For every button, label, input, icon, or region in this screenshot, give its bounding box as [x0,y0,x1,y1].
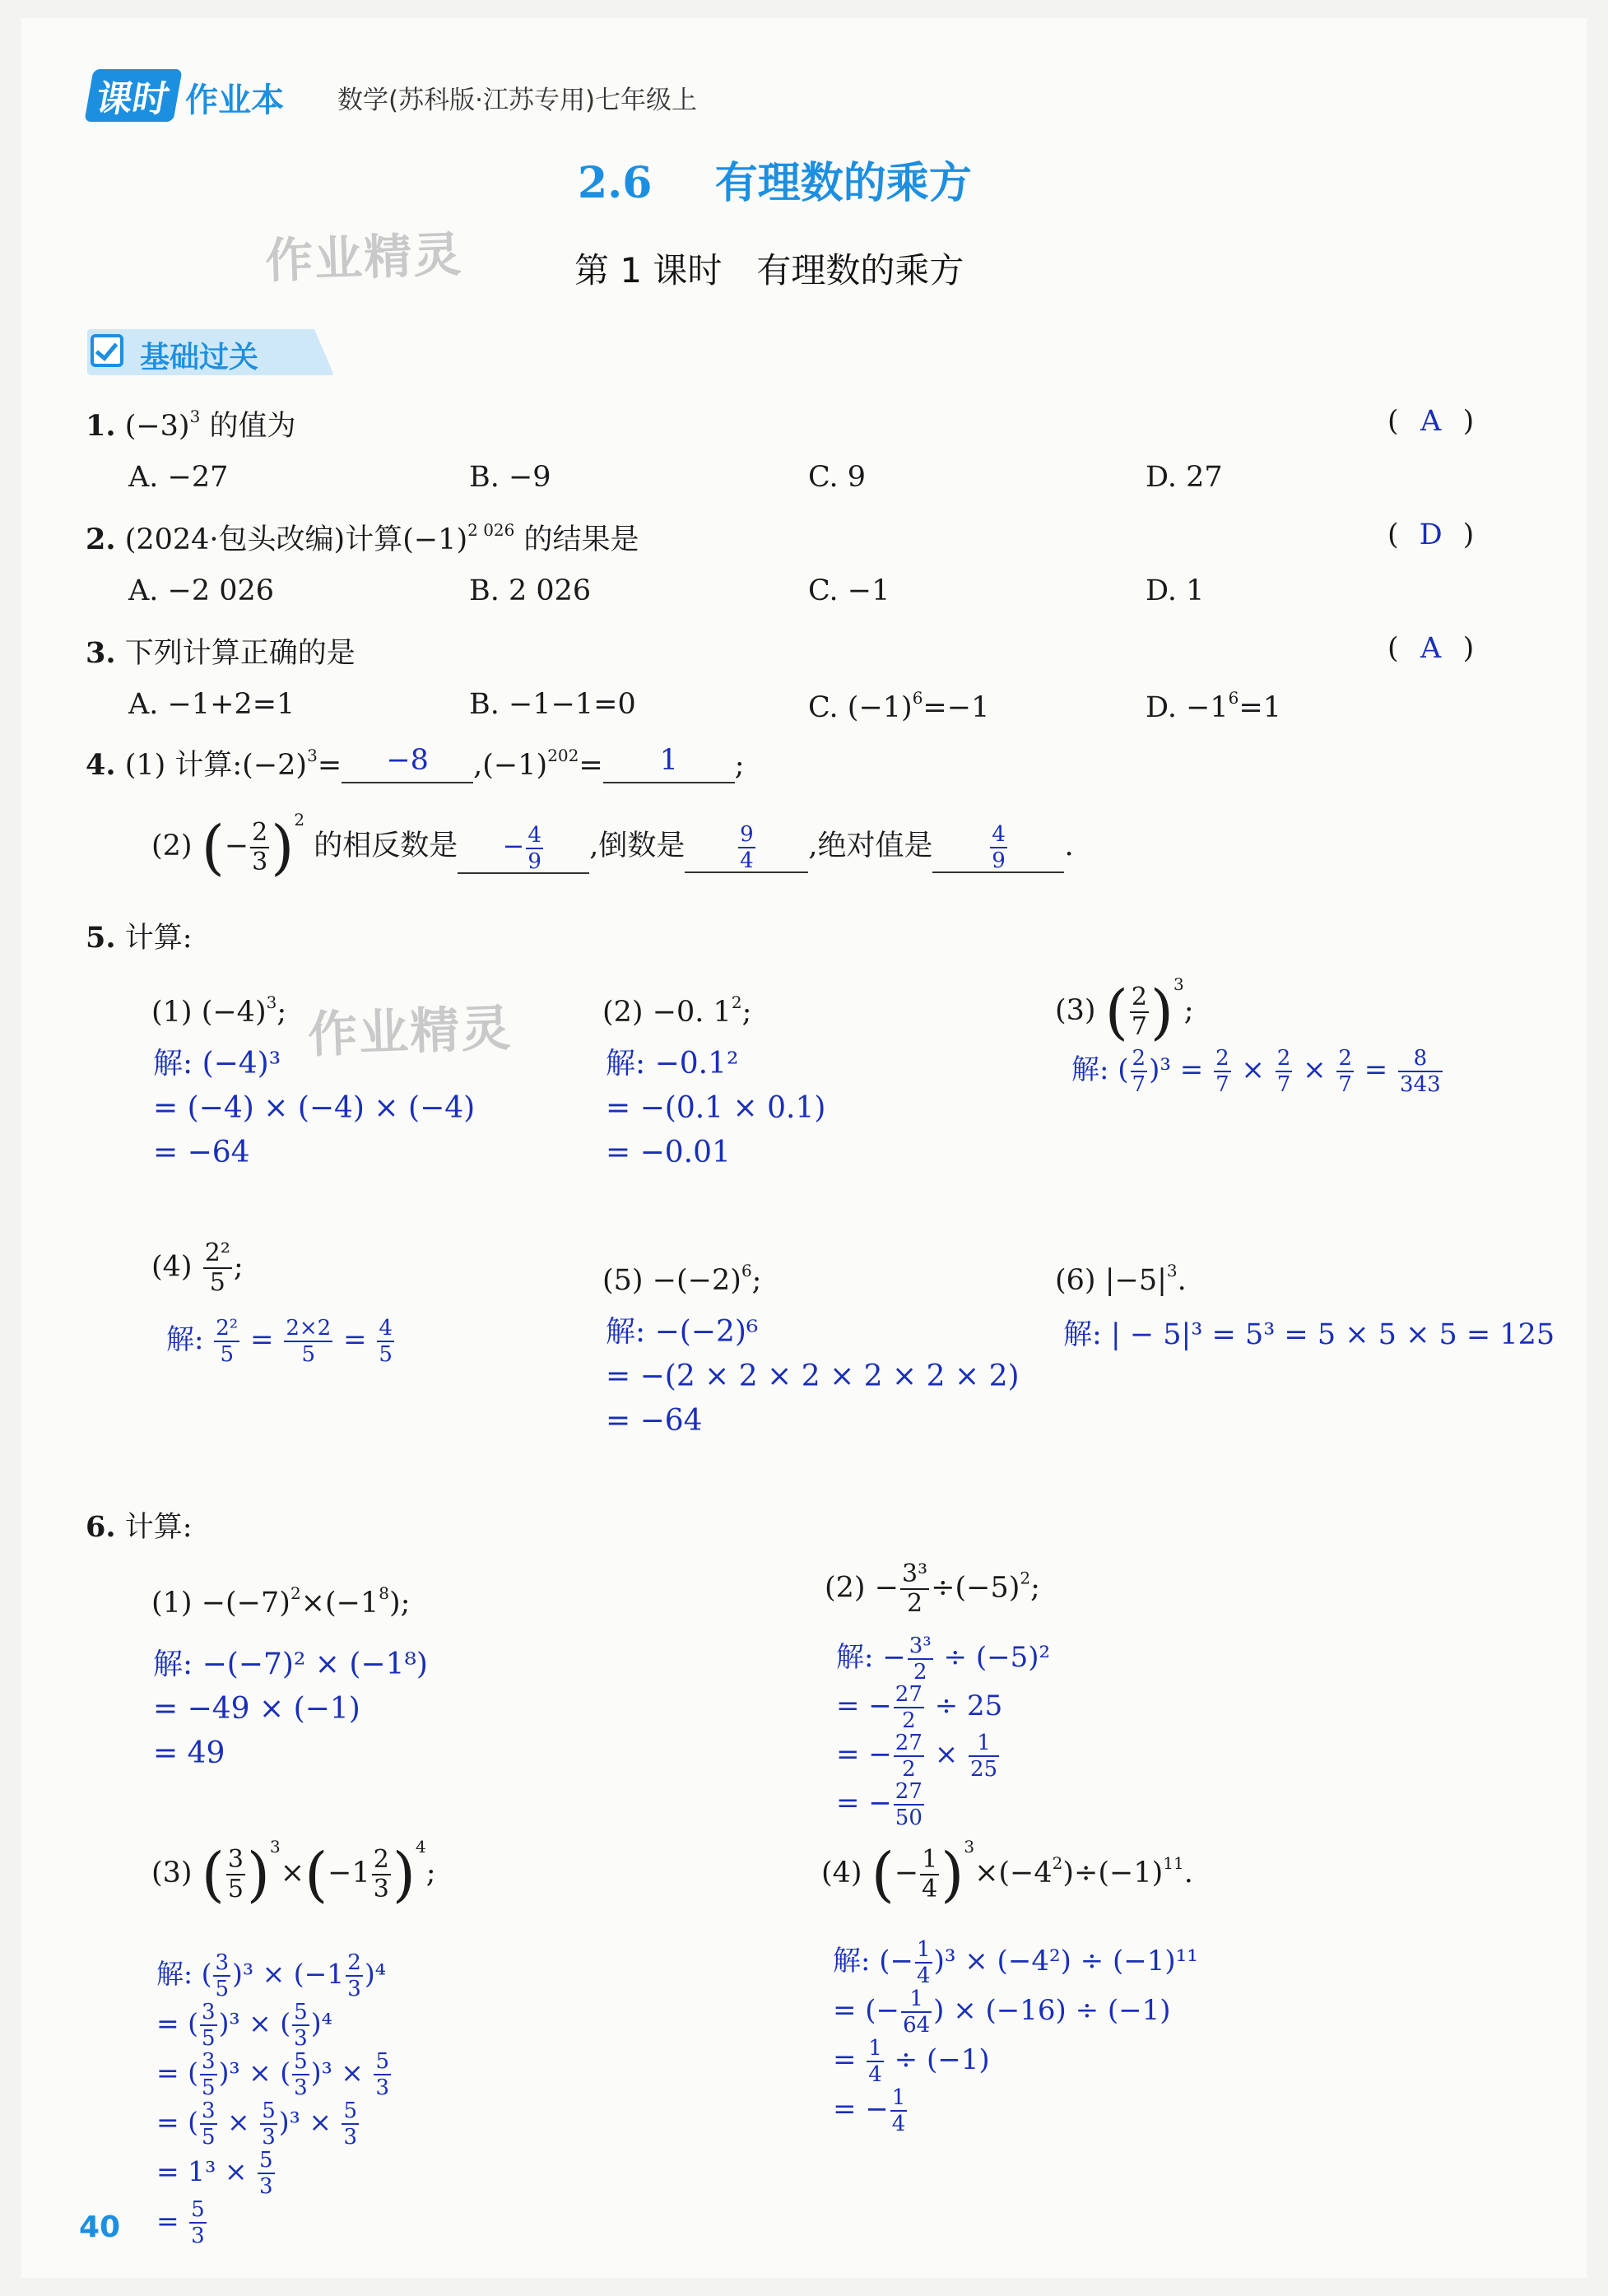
q6-p3-s3-n: 3 [202,2098,216,2123]
q4-p2-minus: − [224,830,249,862]
q6-p3-s1-d: 5 [202,2026,216,2051]
q6-p4-r3-post: ÷ (−1) [885,2043,990,2076]
q4-blank-5[interactable] [932,821,1064,873]
workbook-page [21,18,1587,2278]
q5-p6-end: . [1177,1264,1187,1297]
page-number: 40 [79,2210,121,2244]
q2-option-d: D. 1 [1146,574,1205,607]
q5-title: 计算: [124,922,193,955]
q1-exp: 3 [189,407,201,426]
q5-p4-sol-eq: = [334,1323,376,1356]
q4-number: 4. [86,748,116,782]
q6-p2-r4-den: 50 [895,1806,923,1830]
q6-p3-s3-n2: 5 [262,2098,276,2123]
q6-p4-r4-den: 4 [891,2112,906,2136]
q6-p4-sol-row [833,1987,1198,2036]
q1-option-a: A. −27 [128,461,229,494]
q6-p2-r3-num2: 1 [969,1732,999,1757]
q2-option-c: C. −1 [808,574,890,607]
q5-p3-exp: 3 [1173,974,1184,994]
q4-p2-text3: ,绝对值是 [808,830,933,862]
q6-p2-r2-pre: = − [836,1689,892,1722]
q5-p3-num: 2 [1131,982,1147,1011]
q6-p3-fraction1 [226,1844,245,1903]
q4-answer-5-num: 4 [992,821,1006,847]
q2-number: 2. [86,523,116,556]
q5-p6-exp: 3 [1166,1261,1178,1280]
header-logo [89,69,284,122]
q3-stem [86,630,356,672]
q5-p1-label: (1) (−4) [151,996,267,1029]
q5-p4-sol-f1-den: 5 [220,1342,235,1367]
logo-main: 课时 [84,69,182,122]
section-heading [578,148,972,210]
q6-p4-end: . [1183,1857,1193,1889]
q3-stem-text: 下列计算正确的是 [124,637,356,670]
q6-p3-minus: −1 [328,1857,370,1889]
q6-p3-s1-d2: 3 [294,2026,308,2051]
q6-p4-r4-num: 1 [891,2085,906,2110]
q4-part2: (2) (− $\frac{2}{3}$ )$^2$ 的相反数是 − $\frac{4}{9}$ ,倒数是 $\frac{9}{4}$ ,绝对值是 $\frac{4}{9}$ . [151,810,1074,882]
q6-p1-solution [153,1643,428,1776]
q3-option-b: B. −1−1=0 [469,688,636,721]
q3-option-d-exp: 6 [1228,688,1239,708]
q4-answer-4-den: 4 [740,848,754,873]
q5-p6-solution: 解: | − 5|³ = 5³ = 5 × 5 × 5 = 125 [1063,1318,1555,1351]
q4-answer-3-den: 9 [527,848,541,874]
q6-p3-sol-row [156,2049,393,2098]
q5-p5-solution [606,1310,1020,1443]
q5-p4-sol-eq: = [241,1323,283,1356]
q4-p2-exp: 2 [294,810,305,830]
q3-option-d-post: =1 [1239,691,1282,724]
q6-p3-s3-n3: 5 [343,2098,358,2123]
q6-p3-den: 5 [227,1874,244,1903]
q6-p2-label: (2) − [825,1571,899,1605]
q6-p1-exp2: 8 [379,1583,389,1603]
q6-p3-times: × [280,1857,305,1889]
q6-p3-sol-row [156,2197,393,2247]
q4-p2-text2: ,倒数是 [589,830,685,862]
check-icon [91,334,123,367]
q6-stem [86,1504,192,1545]
q3-option-a: A. −1+2=1 [128,688,295,721]
q5-p5-end: ; [751,1264,762,1297]
q6-p4-r2-num: 1 [901,1988,932,2013]
q6-p3-end: ; [425,1857,436,1889]
q6-p3-exp2: 4 [415,1837,426,1857]
q6-p3-s0-post: )³ × (−1 [232,1958,345,1990]
q6-p4-r1-den: 4 [917,1964,931,1988]
q6-p4-exp: 3 [964,1837,975,1857]
q5-p5 [602,1261,761,1297]
q6-p3-s2-n: 3 [202,2049,216,2074]
q6-p2-r1-num: 3³ [909,1634,932,1658]
q6-p2-r1-post: ÷ (−5)² [934,1641,1051,1674]
q6-p4-r3-den: 4 [868,2062,882,2087]
q5-p3-sol-f1-den: 7 [1215,1072,1229,1097]
q5-p3-sol-num: 2 [1132,1046,1146,1071]
q6-p1-sol-row: = 49 [153,1736,225,1770]
q5-p4-sol-f3-num: 4 [379,1316,393,1341]
section-title: 有理数的乘方 [714,159,972,208]
q2-answer-paren: ( D ) [1387,518,1475,551]
q5-p3-sol-pre: 解: ( [1071,1053,1129,1086]
q6-p3-s1-post: )³ × ( [218,2007,291,2039]
q5-p4-sol-pre: 解: [166,1323,213,1356]
q4-answer-3-num: 4 [527,822,541,848]
section-badge [87,329,334,375]
watermark: 作业精灵 [264,225,464,290]
q6-p4-rest2: )÷(−1) [1062,1857,1164,1889]
q6-p3-s2-d2: 3 [294,2075,308,2100]
q4-answer-5-den: 9 [992,848,1006,873]
q6-p3-s3-d2: 3 [262,2125,276,2150]
watermark-2: 作业精灵 [307,999,514,1065]
q5-p3-sol-f2-num: 2 [1276,1046,1291,1071]
q4-answer-1: −8 [386,744,429,777]
q4-p2-den: 3 [252,847,268,876]
q4-p2-end: . [1064,830,1074,862]
q6-p3-sol-row [156,2098,393,2148]
q6-p4-solution [833,1937,1198,2135]
q6-p2-fraction [900,1559,929,1618]
q6-p3-s2-d: 5 [202,2075,216,2100]
q2-exp: 2 026 [467,520,515,540]
q4-answer-3-sign: − [502,830,525,862]
q6-p3-s1-n: 3 [202,2000,216,2024]
q4-p2-fraction [250,817,269,876]
q6-title: 计算: [124,1511,193,1544]
q6-p4-label: (4) [821,1857,862,1889]
q6-p3-s2-post: )³ × ( [218,2057,291,2089]
q5-p4-solution [166,1317,396,1365]
q4-p1-eq1: = [317,749,342,782]
q5-p3-sol-f3-den: 7 [1338,1072,1352,1097]
section-number: 2.6 [578,158,653,208]
q6-p4-sol-row [833,2085,1198,2135]
q5-p2-sol-row: = −0.01 [606,1136,731,1169]
q5-p3-sol-times: × [1232,1053,1274,1086]
q6-p4-r3-pre: = [833,2043,866,2076]
q6-p2-exp: 2 [1020,1568,1031,1588]
q2-stem-b: 的结果是 [514,523,639,556]
q6-p2-r2-num: 27 [895,1682,923,1707]
q4-answer-4 [738,821,755,873]
q5-p4-sol-f1-num: 2² [216,1316,239,1341]
q6-p3-num: 3 [227,1844,244,1874]
q5-p4-sol-f2-num: 2×2 [286,1316,332,1341]
q5-p1 [151,992,286,1029]
q6-p4-r1-post: )³ × (−4²) ÷ (−1)¹¹ [933,1945,1198,1978]
q6-p3-s3-d: 5 [202,2125,216,2150]
q6-p1-sol-row: 解: −(−7)² × (−1⁸) [153,1648,428,1681]
q5-p3-sol-den: 7 [1132,1072,1146,1097]
q1-number: 1. [86,409,116,443]
q1-stem-a: (−3) [124,410,190,443]
q2-stem [86,517,639,558]
q4-answer-2: 1 [659,744,678,777]
q5-p2-sol-row: = −(0.1 × 0.1) [606,1091,826,1125]
q5-p2-label: (2) −0. 1 [602,996,732,1029]
q6-p3-exp: 3 [270,1837,281,1857]
logo-sub: 作业本 [185,81,285,119]
q6-p3-sol-row [156,2000,393,2049]
q5-p3-sol-f3-num: 2 [1338,1046,1352,1071]
q6-p3-den2: 3 [373,1874,389,1903]
q5-p3-sol-f1-num: 2 [1215,1046,1229,1071]
q4-blank-4[interactable] [685,821,808,873]
q5-p6 [1055,1261,1187,1297]
q4-answer-4-num: 9 [740,821,754,847]
q5-p5-exp: 6 [741,1261,752,1280]
q6-p4-num: 1 [922,1844,938,1874]
q5-p3-den: 7 [1131,1011,1147,1041]
q2-stem-a: (2024·包头改编)计算(−1) [124,523,468,556]
q1-stem-b: 的值为 [200,410,296,443]
badge-label: 基础过关 [140,341,259,374]
q6-p2-sol-row [836,1683,1050,1731]
q6-p2-r3-num: 27 [895,1731,923,1755]
q6-p3-s5-n: 5 [191,2197,205,2222]
q5-p4-fraction [203,1241,232,1295]
q6-p4-sol-row [833,2036,1198,2085]
q4-p1-mid: ,(−1) [473,749,548,782]
q1-answer: A [1420,405,1442,438]
q1-option-b: B. −9 [469,461,551,494]
q5-p1-sol-row: = −64 [153,1136,250,1169]
q6-p3-s3-pre: = ( [156,2106,199,2138]
q6-p3-s3-d3: 3 [343,2125,358,2150]
q5-p5-sol-row: 解: −(−2)⁶ [606,1315,759,1349]
q5-p3-end: ; [1183,994,1194,1027]
q5-stem [86,915,192,956]
q5-p2 [602,992,751,1029]
q5-p3-fraction [1130,982,1149,1041]
q5-p3-label: (3) [1055,994,1096,1027]
q6-p3-s0-n: 3 [215,1950,230,1975]
q6-p2 [825,1559,1040,1618]
q6-p4-r3-num: 1 [868,2036,882,2061]
q5-p4-den: 5 [209,1268,225,1297]
q4-blank-3[interactable] [458,822,589,874]
q6-p3-s0-pre: 解: ( [156,1958,212,1990]
q6-p2-r3-den2: 25 [970,1757,998,1782]
q6-p4: (4) (− $\frac{1}{4}$ )$^3\times(-4^2)\div(-1)^{11}$. [821,1837,1193,1909]
q6-p3-s3-post2: )³ × [278,2106,341,2138]
book-title: 数学(苏科版·江苏专用)七年级上 [337,86,698,115]
q5-p1-exp: 3 [266,992,277,1012]
q4-p2-num: 2 [252,817,268,847]
q5-p1-end: ; [277,996,287,1029]
q5-p3-sol-f2-den: 7 [1276,1072,1291,1097]
q3-option-c-post: =−1 [923,691,990,724]
q4-p2-label: (2) [151,830,193,862]
q6-p3-s2-pre: = ( [156,2057,199,2089]
q6-p3-s4-n: 5 [259,2148,273,2173]
q4-p2-text1: 的相反数是 [304,830,458,862]
q1-option-c: C. 9 [808,461,867,494]
q6-p3-s0-d: 5 [215,1977,230,2001]
q6-p1-sol-row: = −49 × (−1) [153,1692,360,1726]
q3-number: 3. [86,636,116,670]
q4-p1-exp2: 202 [547,746,579,765]
q5-p3-solution [1071,1047,1444,1095]
q5-p3-sol-post: )³ = [1149,1053,1213,1086]
q6-p4-r2-post: ) × (−16) ÷ (−1) [933,1994,1171,2027]
q6-p4-exp3: 11 [1163,1853,1184,1873]
q6-p3-s5-d: 3 [191,2224,205,2248]
q2-option-b: B. 2 026 [469,574,592,607]
q4-p1-end: ; [734,749,745,782]
q6-p2-r3-pre: = − [836,1738,892,1771]
q4-blank-2[interactable] [603,744,735,783]
q5-p4-sol-f3-den: 5 [379,1342,393,1367]
q6-p2-sol-row [836,1780,1050,1829]
q6-p4-r1-pre: 解: (− [833,1945,914,1978]
q5-p2-sol-row: 解: −0.1² [606,1047,739,1081]
q5-p5-label: (5) −(−2) [602,1264,741,1297]
q5-p4 [151,1241,244,1295]
q6-p1-exp: 2 [290,1583,301,1603]
q5-p5-sol-row: = −64 [606,1404,703,1438]
q6-p2-r4-pre: = − [836,1787,892,1820]
q4-p1-label: (1) 计算:(−2) [124,749,308,782]
q6-p3-sol-row [156,2148,393,2197]
q4-answer-5 [990,821,1007,873]
q3-answer-paren: ( A ) [1387,632,1475,665]
q5-p4-num: 2² [204,1239,230,1267]
q6-p2-solution [836,1634,1050,1829]
q6-p3-label: (3) [151,1857,193,1889]
q3-option-c [808,688,989,724]
q3-option-c-exp: 6 [912,688,923,708]
q6-p2-sol-row [836,1634,1050,1683]
q2-option-a: A. −2 026 [128,574,275,607]
q6-p2-r1-pre: 解: − [836,1641,906,1674]
q6-p3-s5-pre: = [156,2205,188,2237]
q6-p1-end: ); [388,1587,411,1620]
q6-p2-r3-den: 2 [902,1757,916,1782]
q6-p3-s4-d: 3 [259,2174,273,2199]
q4-part1 [86,742,745,783]
q5-p2-solution [606,1042,825,1175]
q5-p2-exp: 2 [731,992,742,1012]
q5-p4-label: (4) [151,1250,193,1284]
q5-p1-sol-row: = (−4) × (−4) × (−4) [153,1091,476,1125]
q6-p4-r2-den: 64 [903,2013,931,2038]
q6-number: 6. [86,1510,116,1544]
q6-p3-fraction2 [372,1844,391,1903]
q6-p3-s0-n2: 2 [347,1950,361,1975]
q5-number: 5. [86,921,116,955]
q6-p4-r1-num: 1 [917,1937,931,1962]
q6-p3-s1-pre: = ( [156,2007,199,2039]
q5-p3: (3) ( $\frac{2}{7}$ )$^3$; [1055,974,1194,1047]
q6-p3-s1-n2: 5 [294,2000,308,2024]
q6-p3-s0-post2: )⁴ [364,1958,386,1990]
q6-p4-sol-row [833,1937,1198,1987]
q6-p3-s2-d3: 3 [375,2075,389,2100]
q1-answer-paren: ( A ) [1387,405,1475,438]
lesson-title: 第 1 课时 有理数的乘方 [574,250,964,290]
q5-p6-label: (6) |−5| [1055,1264,1167,1297]
q5-p1-sol-row: 解: (−4)³ [153,1047,281,1081]
q4-answer-3 [502,822,545,874]
q6-p2-r4-num: 27 [895,1779,923,1804]
q6-p4-exp2: 2 [1052,1853,1063,1873]
q6-p4-r2-pre: = (− [833,1994,900,2027]
q3-answer: A [1420,632,1442,665]
q6-p3-s2-n2: 5 [294,2049,308,2074]
q5-p4-sol-f2-den: 5 [301,1342,316,1367]
q5-p3-sol-eq: = [1355,1053,1397,1086]
q6-p3-s1-post2: )⁴ [310,2007,332,2039]
q1-option-d: D. 27 [1146,461,1223,494]
q6-p1-mid: ×(−1 [300,1587,379,1620]
q4-p1-exp1: 3 [307,746,318,765]
q3-option-d-pre: D. −1 [1146,691,1229,724]
q6-p2-den: 2 [907,1589,923,1618]
q6-p3-s2-n3: 5 [375,2049,389,2074]
q3-option-d [1146,688,1281,724]
q6-p4-rest: ×(−4 [974,1857,1053,1889]
q5-p3-sol-result-den: 343 [1400,1072,1441,1097]
q6-p4-minus: − [894,1857,919,1889]
q5-p3-sol-times: × [1294,1053,1336,1086]
q5-p3-sol-result-num: 8 [1398,1048,1443,1072]
q6-p1 [151,1583,410,1620]
q6-p1-label: (1) −(−7) [151,1587,290,1620]
q6-p3: (3) ( $\frac{3}{5}$ )$^3$×(−1 $\frac{2}{3}$ )$^4$; [151,1837,436,1909]
q6-p3-s3-post: × [218,2106,259,2138]
q4-blank-1[interactable] [342,744,473,783]
q3-option-c-pre: C. (−1) [808,691,913,724]
q5-p4-end: ; [233,1250,244,1284]
q6-p4-fraction [920,1844,939,1903]
q6-p2-r2-den: 2 [902,1708,916,1733]
q6-p4-r4-pre: = − [833,2093,889,2126]
q6-p2-mid: ÷(−5) [931,1571,1020,1605]
q2-answer: D [1419,518,1443,551]
q6-p2-r2-post: ÷ 25 [925,1689,1003,1722]
q1-stem [86,403,295,444]
q6-p2-r3-mid: × [925,1738,967,1771]
q4-p1-eq2: = [579,749,603,782]
q6-p3-num2: 2 [373,1844,389,1874]
q6-p2-r1-den: 2 [913,1660,927,1685]
q5-p2-end: ; [741,996,752,1029]
q6-p2-num: 3³ [902,1559,928,1588]
q6-p3-sol-row [156,1950,393,2000]
q6-p3-s4-pre: = 1³ × [156,2155,256,2187]
q5-p5-sol-row: = −(2 × 2 × 2 × 2 × 2 × 2) [606,1359,1020,1393]
q6-p4-den: 4 [922,1874,938,1903]
q6-p3-solution [156,1950,393,2247]
q5-p1-solution [153,1042,475,1175]
q6-p3-s2-post2: )³ × [310,2057,373,2089]
q6-p2-sol-row [836,1731,1050,1780]
q6-p3-s0-d2: 3 [347,1977,361,2001]
q6-p2-end: ; [1030,1571,1040,1605]
